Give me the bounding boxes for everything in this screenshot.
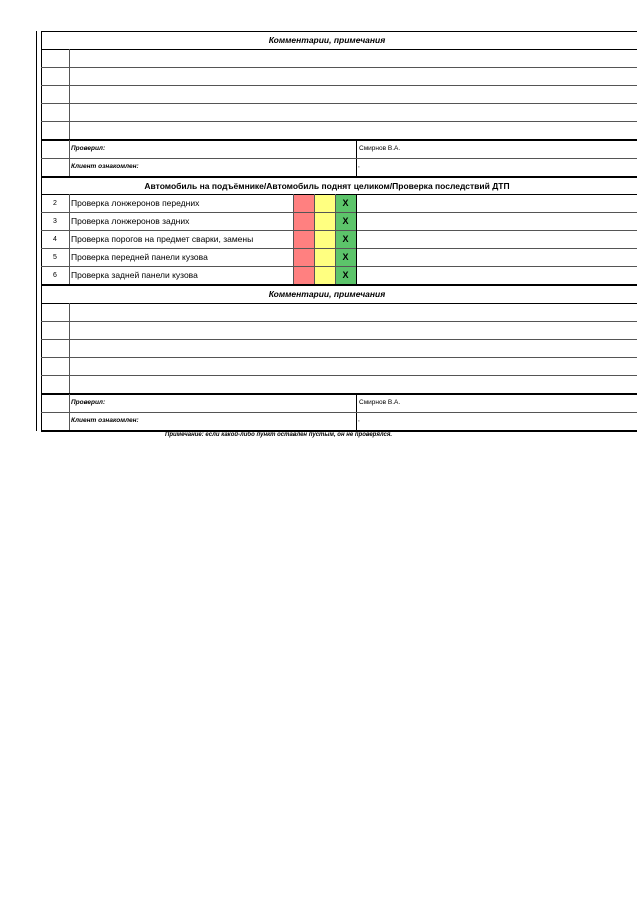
item-label: Проверка лонжеронов передних [71, 198, 200, 208]
rating-red[interactable] [293, 249, 314, 266]
rating-red[interactable] [293, 231, 314, 248]
green-check-mark: X [342, 252, 349, 262]
item-label: Проверка порогов на предмет сварки, замены [71, 234, 254, 244]
client-acknowledged-value: , [358, 416, 360, 423]
item-label: Проверка задней панели кузова [71, 270, 198, 280]
rating-yellow[interactable] [314, 267, 335, 284]
green-check-mark: X [342, 198, 349, 208]
item-number: 4 [53, 236, 57, 243]
green-check-mark: X [342, 216, 349, 226]
rating-red[interactable] [293, 267, 314, 284]
footer-note: Примечание: если какой-либо пункт оставлен пустым, он не проверялся. [165, 432, 393, 438]
item-number: 5 [53, 254, 57, 261]
left-border-inner [41, 31, 42, 431]
item-number: 3 [53, 218, 57, 225]
checked-by-label: Проверил: [71, 145, 106, 152]
checked-by-name: Смирнов В.А. [359, 399, 401, 406]
green-check-mark: X [342, 270, 349, 280]
comments-header: Комментарии, примечания [268, 35, 386, 45]
comments-header: Комментарии, примечания [268, 289, 386, 299]
item-label: Проверка лонжеронов задних [71, 216, 190, 226]
rating-yellow[interactable] [314, 231, 335, 248]
rating-red[interactable] [293, 213, 314, 230]
client-acknowledged-value: , [358, 162, 360, 169]
rating-yellow[interactable] [314, 213, 335, 230]
rating-red[interactable] [293, 195, 314, 212]
client-acknowledged-label: Клиент ознакомлен: [71, 417, 139, 424]
item-number: 2 [53, 200, 57, 207]
rating-yellow[interactable] [314, 249, 335, 266]
item-label: Проверка передней панели кузова [71, 252, 208, 262]
left-border-outer [36, 31, 37, 431]
checked-by-name: Смирнов В.А. [359, 145, 401, 152]
section-header-lift: Автомобиль на подъёмнике/Автомобиль поднят целиком/Проверка последствий ДТП [144, 181, 510, 191]
client-acknowledged-label: Клиент ознакомлен: [71, 163, 139, 170]
green-check-mark: X [342, 234, 349, 244]
checked-by-label: Проверил: [71, 399, 106, 406]
rating-yellow[interactable] [314, 195, 335, 212]
item-number: 6 [53, 272, 57, 279]
